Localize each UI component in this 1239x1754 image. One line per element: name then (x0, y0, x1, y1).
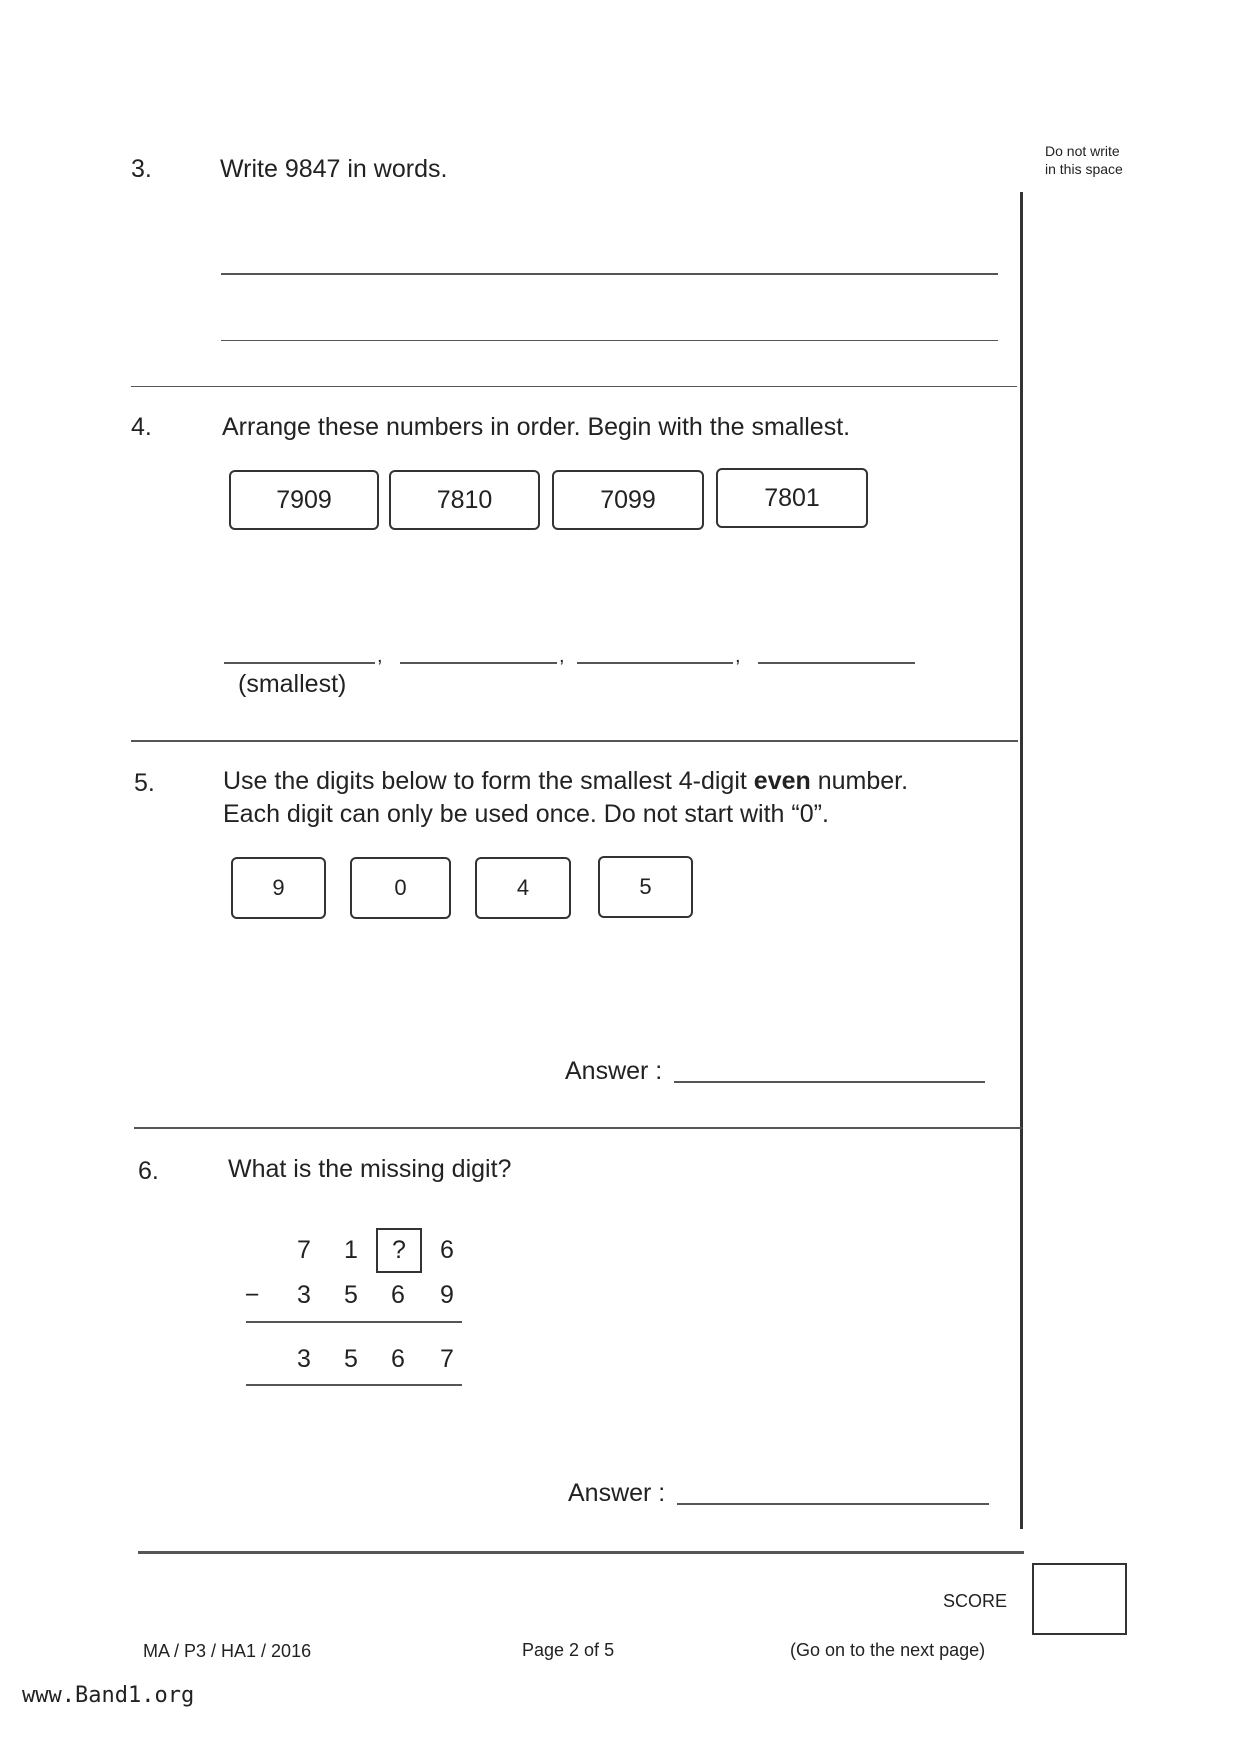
q3-text: Write 9847 in words. (220, 155, 448, 183)
digit-card: 5 (598, 856, 693, 918)
comma: , (377, 645, 383, 667)
digit: 5 (344, 1345, 358, 1373)
separator (131, 740, 1018, 742)
digit-card: 9 (231, 857, 326, 919)
q4-text: Arrange these numbers in order. Begin with the smallest. (222, 413, 851, 441)
q6-answer-line[interactable] (677, 1503, 989, 1505)
q5-answer-label: Answer : (565, 1057, 663, 1085)
q5-bold-word: even (753, 767, 811, 795)
score-label: SCORE (943, 1591, 1008, 1611)
number-card: 7909 (229, 470, 379, 530)
q5-line1 (223, 767, 908, 796)
minus-sign: − (244, 1281, 260, 1309)
score-box[interactable] (1032, 1563, 1127, 1635)
margin-note-line2: in this space (1045, 161, 1123, 177)
digit: 5 (344, 1281, 358, 1309)
q5-text: number. (810, 767, 909, 795)
order-blank-3[interactable] (577, 662, 733, 664)
q5-number: 5. (134, 769, 155, 797)
q6-text: What is the missing digit? (228, 1155, 512, 1183)
margin-note (1045, 142, 1123, 178)
separator (131, 386, 1017, 387)
digit: 1 (344, 1236, 358, 1264)
q3-number: 3. (131, 155, 152, 183)
order-blank-1[interactable] (224, 662, 375, 664)
q3-answer-line-2[interactable] (221, 340, 998, 341)
watermark: www.Band1.org (22, 1683, 195, 1708)
separator (138, 1551, 1024, 1554)
digit: 9 (440, 1281, 454, 1309)
order-blank-4[interactable] (758, 662, 915, 664)
footer-page: Page 2 of 5 (522, 1640, 615, 1660)
digit: 3 (297, 1281, 311, 1309)
number-card: 7810 (389, 470, 540, 530)
q5-line2: Each digit can only be used once. Do not start with “0”. (223, 800, 829, 828)
q6-number: 6. (138, 1157, 159, 1185)
sum-line (246, 1321, 462, 1323)
number-card: 7099 (552, 470, 704, 530)
comma: , (559, 645, 565, 667)
missing-digit-box[interactable]: ? (376, 1228, 422, 1273)
q3-answer-line-1[interactable] (221, 273, 998, 275)
digit: 6 (391, 1281, 405, 1309)
digit: 6 (440, 1236, 454, 1264)
digit-card: 0 (350, 857, 451, 919)
margin-note-line1: Do not write (1045, 143, 1120, 159)
digit: 7 (440, 1345, 454, 1373)
footer-code: MA / P3 / HA1 / 2016 (143, 1641, 312, 1661)
digit-card: 4 (475, 857, 571, 919)
q4-number: 4. (131, 413, 152, 441)
digit: 6 (391, 1345, 405, 1373)
comma: , (735, 645, 741, 667)
q5-answer-line[interactable] (674, 1081, 985, 1083)
order-blank-2[interactable] (400, 662, 557, 664)
digit: 7 (297, 1236, 311, 1264)
separator (134, 1127, 1022, 1129)
sum-line (246, 1384, 462, 1386)
footer-next: (Go on to the next page) (790, 1640, 986, 1660)
smallest-label: (smallest) (238, 670, 347, 698)
q5-text: Use the digits below to form the smallest 4-digit (223, 767, 754, 795)
margin-divider (1020, 192, 1023, 1529)
digit: 3 (297, 1345, 311, 1373)
number-card: 7801 (716, 468, 868, 528)
q6-answer-label: Answer : (568, 1479, 666, 1507)
